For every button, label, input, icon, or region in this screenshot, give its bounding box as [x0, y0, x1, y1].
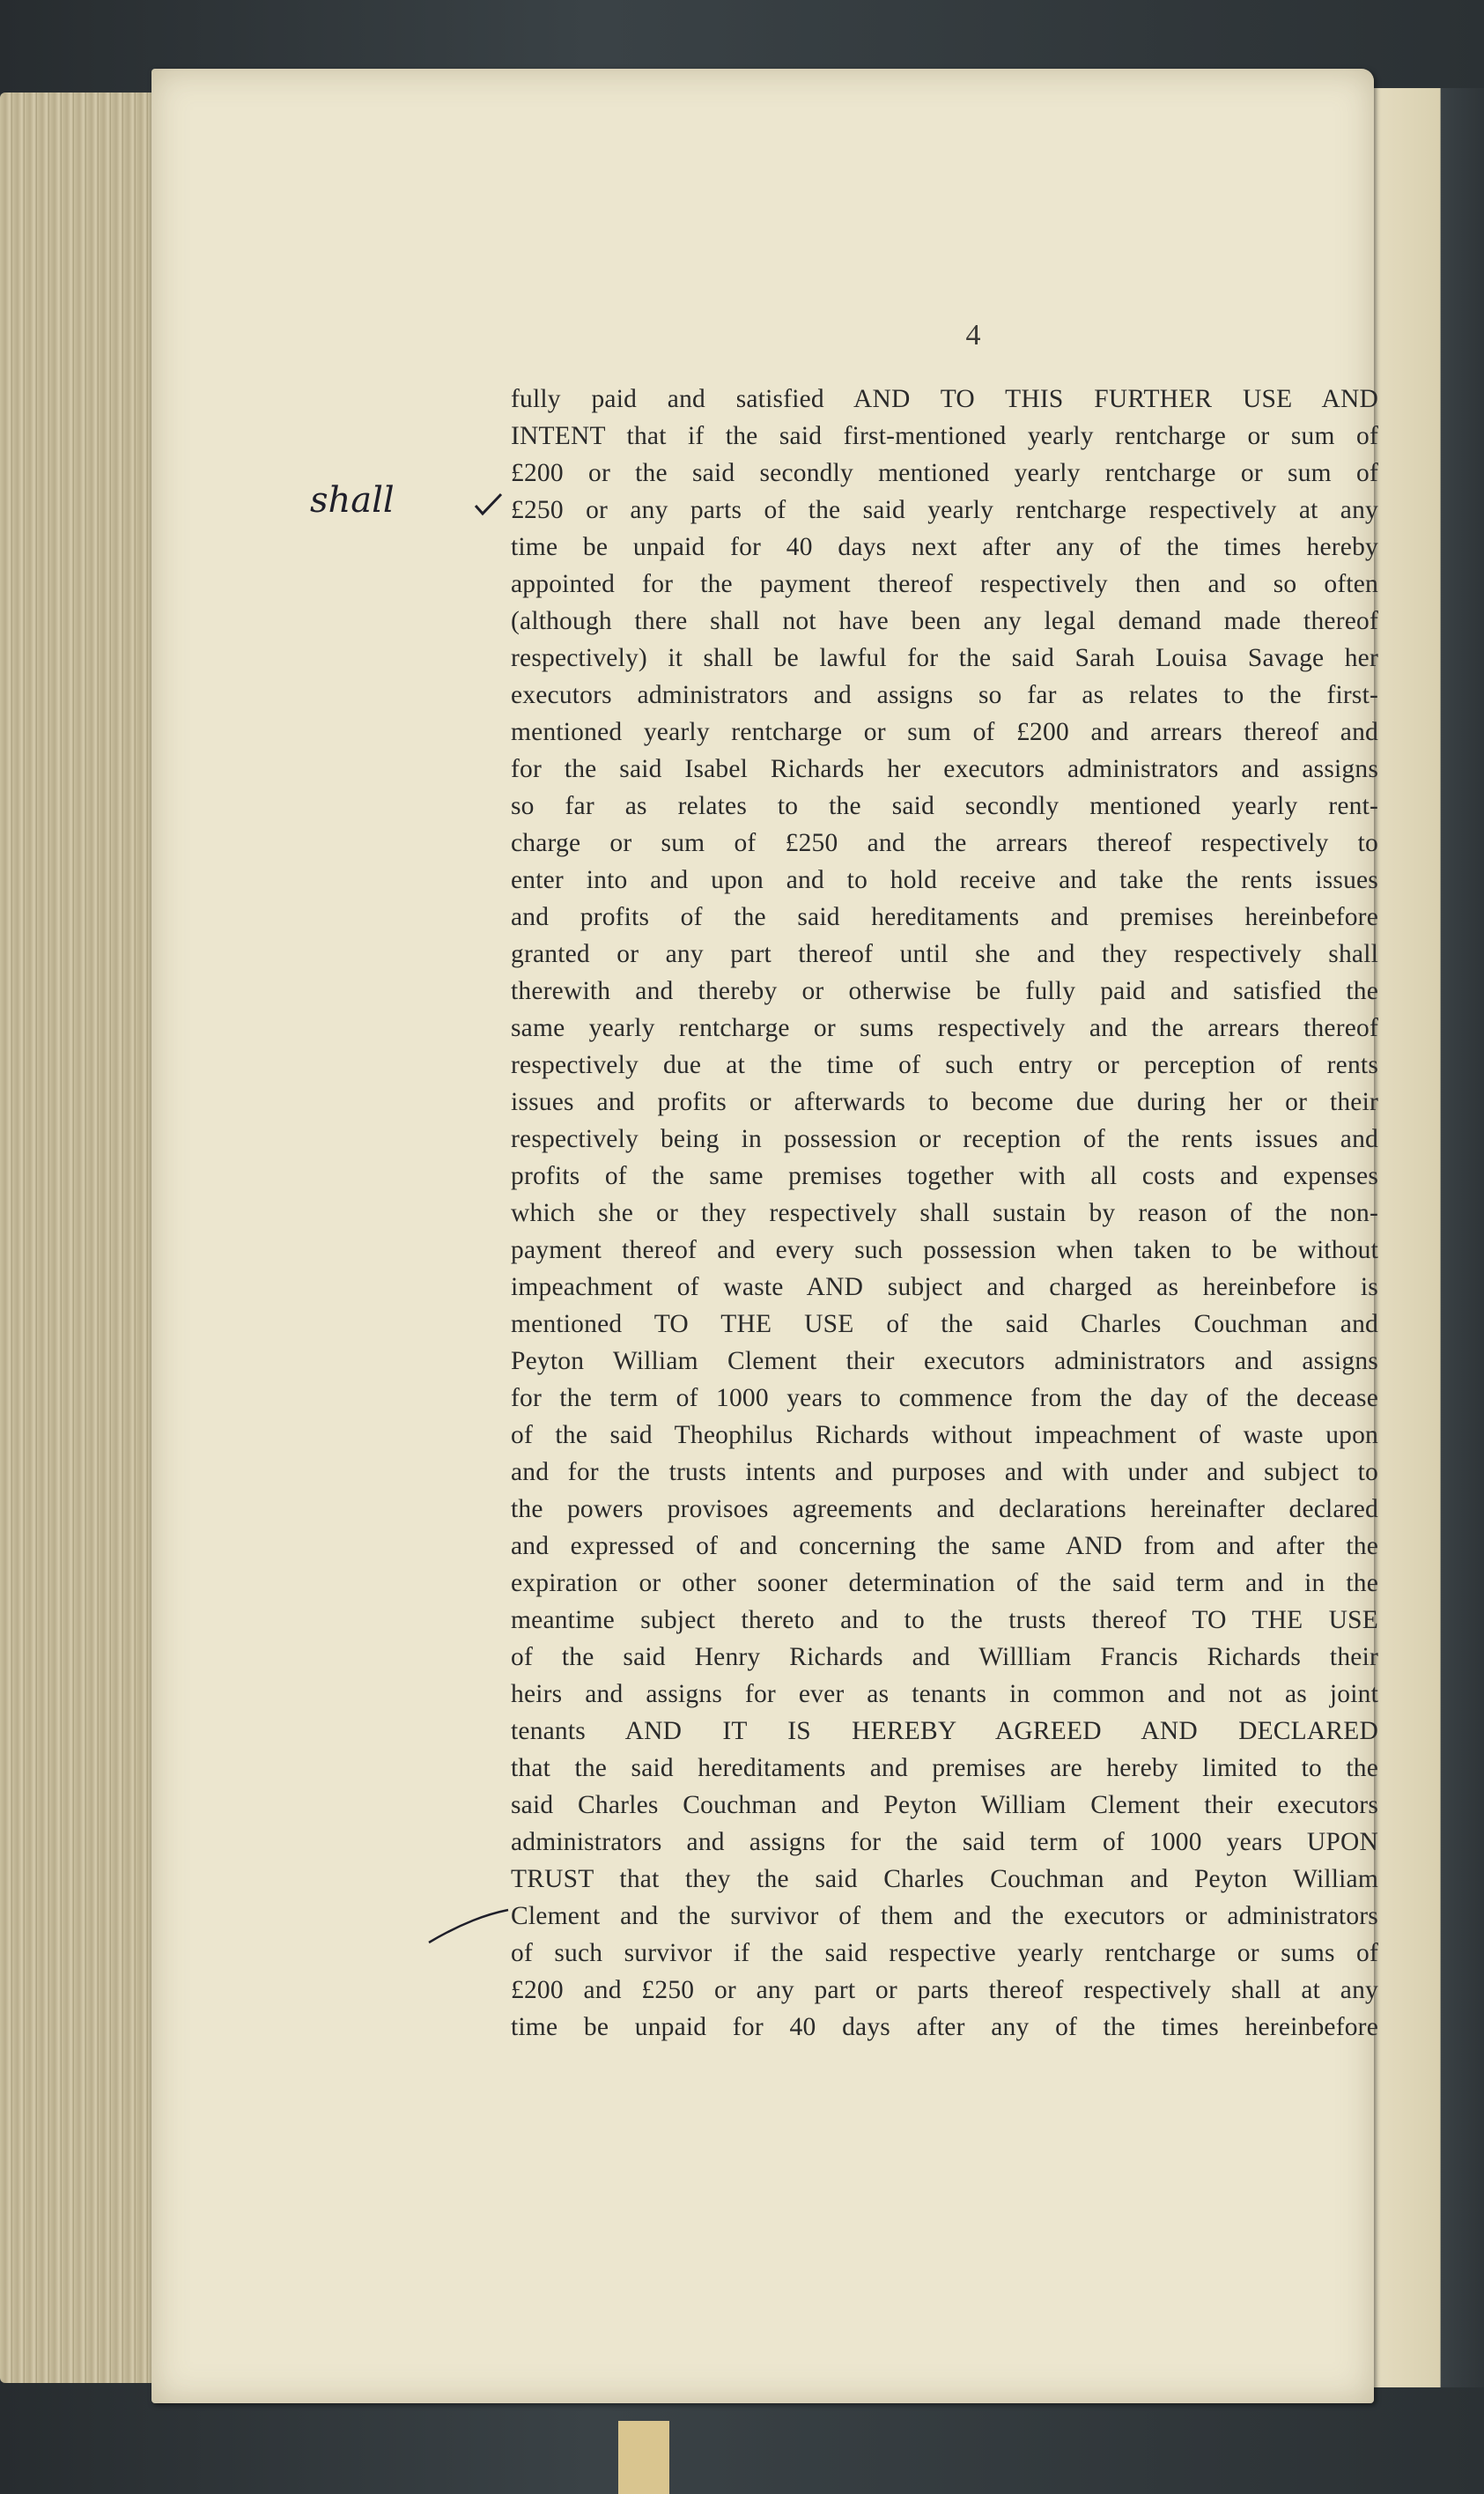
page-number: 4 — [965, 319, 981, 352]
text-line: charge or sum of £250 and the arrears thereof respectively to — [511, 829, 1378, 857]
text-line: mentioned TO THE USE of the said Charles Couchman and — [511, 1310, 1378, 1338]
text-line: meantime subject thereto and to the trusts thereof TO THE USE — [511, 1606, 1378, 1634]
text-line: expiration or other sooner determination of the said term and in the — [511, 1569, 1378, 1597]
text-line: heirs and assigns for ever as tenants in common and not as joint — [511, 1680, 1378, 1708]
margin-annotation: shall — [310, 480, 395, 521]
text-line: for the said Isabel Richards her executors administrators and assigns — [511, 755, 1378, 783]
text-line: appointed for the payment thereof respectively then and so often — [511, 570, 1378, 598]
book-page-stack-left — [0, 93, 163, 2383]
text-line: Peyton William Clement their executors administrators and assigns — [511, 1347, 1378, 1375]
text-line: administrators and assigns for the said term of 1000 years UPON — [511, 1828, 1378, 1856]
text-line: same yearly rentcharge or sums respectively and the arrears thereof — [511, 1014, 1378, 1042]
text-line: £200 or the said secondly mentioned yearly rentcharge or sum of — [511, 459, 1378, 487]
text-line: for the term of 1000 years to commence from the day of the decease — [511, 1384, 1378, 1412]
text-line: payment thereof and every such possession when taken to be without — [511, 1236, 1378, 1264]
text-line: that the said hereditaments and premises are hereby limited to the — [511, 1754, 1378, 1782]
text-line: INTENT that if the said first-mentioned yearly rentcharge or sum of — [511, 422, 1378, 450]
text-line: £250 or any parts of the said yearly rentcharge respectively at any — [511, 496, 1378, 524]
text-line: TRUST that they the said Charles Couchman and Peyton William — [511, 1865, 1378, 1893]
text-line: and profits of the said hereditaments and premises hereinbefore — [511, 903, 1378, 931]
check-mark-icon — [472, 492, 504, 518]
text-line: executors administrators and assigns so far as relates to the first- — [511, 681, 1378, 709]
text-line: mentioned yearly rentcharge or sum of £200 and arrears thereof and — [511, 718, 1378, 746]
text-line: and for the trusts intents and purposes and with under and subject to — [511, 1458, 1378, 1486]
text-line: therewith and thereby or otherwise be fully paid and satisfied the — [511, 977, 1378, 1005]
text-line: said Charles Couchman and Peyton William Clement their executors — [511, 1791, 1378, 1819]
text-line: of the said Theophilus Richards without impeachment of waste upon — [511, 1421, 1378, 1449]
text-line: the powers provisoes agreements and declarations hereinafter declared — [511, 1495, 1378, 1523]
text-line: respectively) it shall be lawful for the said Sarah Louisa Savage her — [511, 644, 1378, 672]
text-line: fully paid and satisfied AND TO THIS FURTHER USE AND — [511, 385, 1378, 413]
text-line: of such survivor if the said respective yearly rentcharge or sums of — [511, 1939, 1378, 1967]
text-line: granted or any part thereof until she and they respectively shall — [511, 940, 1378, 968]
text-line: enter into and upon and to hold receive and take the rents issues — [511, 866, 1378, 894]
body-text — [511, 381, 1378, 2046]
margin-stroke-icon — [425, 1903, 513, 1956]
text-line: impeachment of waste AND subject and charged as hereinbefore is — [511, 1273, 1378, 1301]
text-line: (although there shall not have been any legal demand made thereof — [511, 607, 1378, 635]
text-line: which she or they respectively shall sustain by reason of the non- — [511, 1199, 1378, 1227]
text-line: £200 and £250 or any part or parts thereof respectively shall at any — [511, 1976, 1378, 2004]
bookmark-tab — [618, 2421, 669, 2494]
text-line: so far as relates to the said secondly mentioned yearly rent- — [511, 792, 1378, 820]
book-page-edge-right — [1374, 88, 1484, 2387]
text-line: time be unpaid for 40 days after any of the times hereinbefore — [511, 2013, 1378, 2041]
text-line: Clement and the survivor of them and the executors or administrators — [511, 1902, 1378, 1930]
text-line: of the said Henry Richards and Willliam Francis Richards their — [511, 1643, 1378, 1671]
text-line: issues and profits or afterwards to become due during her or their — [511, 1088, 1378, 1116]
text-line: profits of the same premises together with all costs and expenses — [511, 1162, 1378, 1190]
text-line: tenants AND IT IS HEREBY AGREED AND DECLARED — [511, 1717, 1378, 1745]
text-line: respectively being in possession or reception of the rents issues and — [511, 1125, 1378, 1153]
text-line: and expressed of and concerning the same AND from and after the — [511, 1532, 1378, 1560]
text-line: respectively due at the time of such entry or perception of rents — [511, 1051, 1378, 1079]
text-line: time be unpaid for 40 days next after any of the times hereby — [511, 533, 1378, 561]
